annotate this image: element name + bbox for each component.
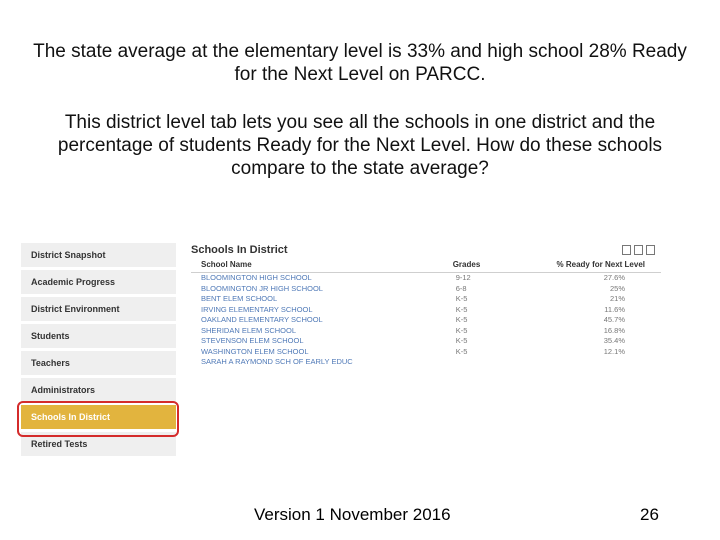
footer-page-number: 26 [640,505,659,524]
school-name-link[interactable]: SARAH A RAYMOND SCH OF EARLY EDUC [201,357,353,366]
school-grades: K-5 [455,294,468,303]
school-name-link[interactable]: BLOOMINGTON HIGH SCHOOL [201,273,312,282]
column-header-grades[interactable]: Grades [353,257,545,273]
school-name-link[interactable]: OAKLAND ELEMENTARY SCHOOL [201,315,323,324]
school-grades: K-5 [455,315,468,324]
sidebar-item-schools-in-district[interactable]: Schools In District [21,405,176,429]
school-grades [353,357,545,368]
sidebar-item-administrators[interactable]: Administrators [21,378,176,402]
school-grades: 9-12 [455,273,471,282]
school-percent-ready: 45.7% [603,315,625,324]
sidebar-item-teachers[interactable]: Teachers [21,351,176,375]
school-percent-ready: 12.1% [603,346,625,356]
table-row [191,294,661,305]
school-grades: K-5 [455,304,468,314]
school-name-link[interactable]: BLOOMINGTON JR HIGH SCHOOL [201,283,323,293]
school-name-link[interactable]: STEVENSON ELEM SCHOOL [201,336,304,345]
table-row [191,315,661,326]
sidebar-item-district-snapshot[interactable]: District Snapshot [21,243,176,267]
table-row [191,284,661,295]
sidebar-item-students[interactable]: Students [21,324,176,348]
active-tab-highlight-outline [17,401,179,437]
table-row [191,336,661,347]
schools-in-district-panel [191,244,661,368]
sidebar-item-academic-progress[interactable]: Academic Progress [21,270,176,294]
school-name-link[interactable]: SHERIDAN ELEM SCHOOL [201,325,297,335]
table-header-row [191,257,661,273]
school-name-link[interactable]: WASHINGTON ELEM SCHOOL [201,346,309,356]
table-row [191,357,661,368]
table-row [191,305,661,316]
sidebar-item-retired-tests[interactable]: Retired Tests [21,432,176,456]
school-grades: K-5 [455,336,468,345]
column-header-percent-ready[interactable]: % Ready for Next Level [545,257,661,273]
intro-paragraph-district-tab: This district level tab lets you see all the schools in one district and the percentage of students Ready for the Next Level. How do these schools compare to the state average? [57,112,663,179]
pdf-icon[interactable] [634,245,643,255]
school-percent-ready: 35.4% [603,336,625,345]
school-grades: K-5 [455,346,468,356]
table-row [191,347,661,358]
school-percent-ready: 27.6% [603,273,625,282]
school-grades: K-5 [455,325,468,335]
intro-paragraph-state-average: The state average at the elementary level is 33% and high school 28% Ready for the Next Level on PARCC. [33,41,687,85]
schools-panel-title: Schools In District [191,244,288,256]
table-row [191,273,661,284]
school-percent-ready: 21% [609,294,625,303]
panel-toolbar [622,245,655,255]
school-percent-ready: 25% [609,283,625,293]
export-icon[interactable] [622,245,631,255]
school-percent-ready: 16.8% [603,325,625,335]
sidebar-item-district-environment[interactable]: District Environment [21,297,176,321]
print-icon[interactable] [646,245,655,255]
school-name-link[interactable]: IRVING ELEMENTARY SCHOOL [201,304,313,314]
school-grades: 6-8 [455,283,467,293]
school-percent-ready [545,357,661,368]
schools-table [191,257,661,368]
table-row [191,326,661,337]
column-header-school-name[interactable]: School Name [191,257,353,273]
school-percent-ready: 11.6% [604,304,625,314]
school-name-link[interactable]: BENT ELEM SCHOOL [201,294,278,303]
footer-version: Version 1 November 2016 [254,505,451,524]
